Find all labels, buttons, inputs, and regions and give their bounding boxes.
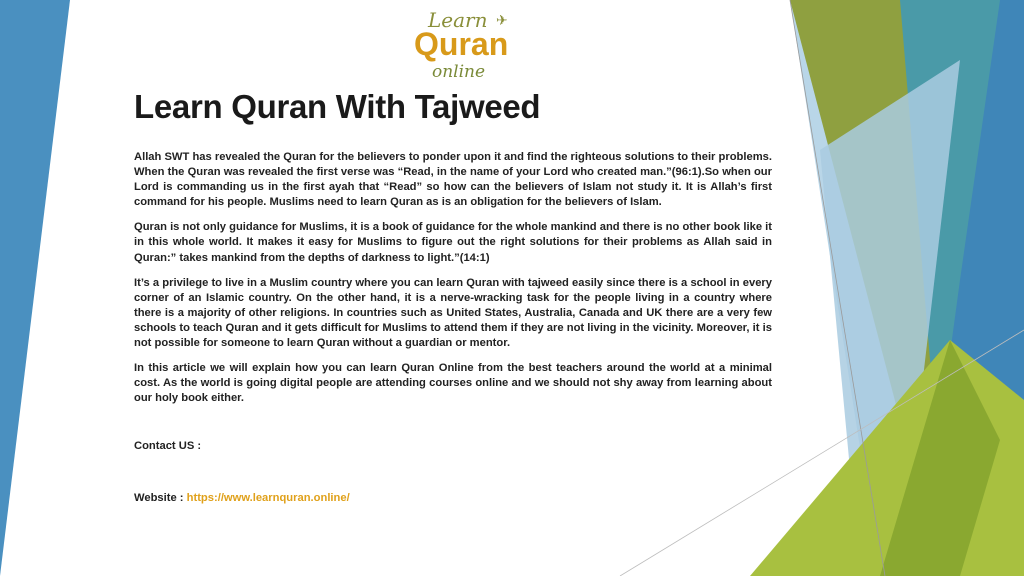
website-label: Website : (134, 492, 187, 504)
website-line (134, 492, 350, 504)
contact-label: Contact US : (134, 440, 202, 452)
article-body (134, 150, 772, 416)
page-title: Learn Quran With Tajweed (134, 88, 541, 125)
logo-quran-text: Quran (414, 26, 509, 62)
plane-icon: ✈ (496, 12, 508, 28)
website-link[interactable]: https://www.learnquran.online/ (186, 492, 350, 504)
paragraph-1: Allah SWT has revealed the Quran for the believers to ponder upon it and find the righteous solutions to their problems. When the Quran was revealed the first verse was “Read, in the name of your Lord who created man.”(96:1).So when our Lord is commanding us in the first ayah that “Read” so how can the believers of Islam not study it. It is Allah’s first command for his people. Muslims need to learn Quran as is an obligation for the believers of Islam. (134, 151, 772, 209)
learn-quran-logo (404, 8, 516, 88)
paragraph-2: Quran is not only guidance for Muslims, it is a book of guidance for the whole mankind and there is no other book like it in this whole world. It makes it easy for Muslims to figure out the right solutions for their problems as Allah said in Quran:” takes mankind from the depths of darkness to light.”(14:1) (134, 221, 772, 264)
paragraph-3: It’s a privilege to live in a Muslim country where you can learn Quran with tajweed easily since there is a school in every corner of an Islamic country. On the other hand, it is a nerve-wracking task for the people living in a country where there is a majority of other religions. In countries such as United States, Australia, Canada and UK there are a very few schools to teach Quran and it gets difficult for Muslims to attend them if they are not living in the vicinity. Moreover, it is not possible for someone to learn Quran without a guardian or mentor. (134, 276, 772, 350)
logo-online-text: online (432, 62, 486, 82)
logo-learn-text: Learn (428, 8, 488, 32)
paragraph-4: In this article we will explain how you can learn Quran Online from the best teachers around the world at a minimal cost. As the world is going digital people are attending courses online and we should not shy away from learning about our holy book either. (134, 362, 772, 405)
